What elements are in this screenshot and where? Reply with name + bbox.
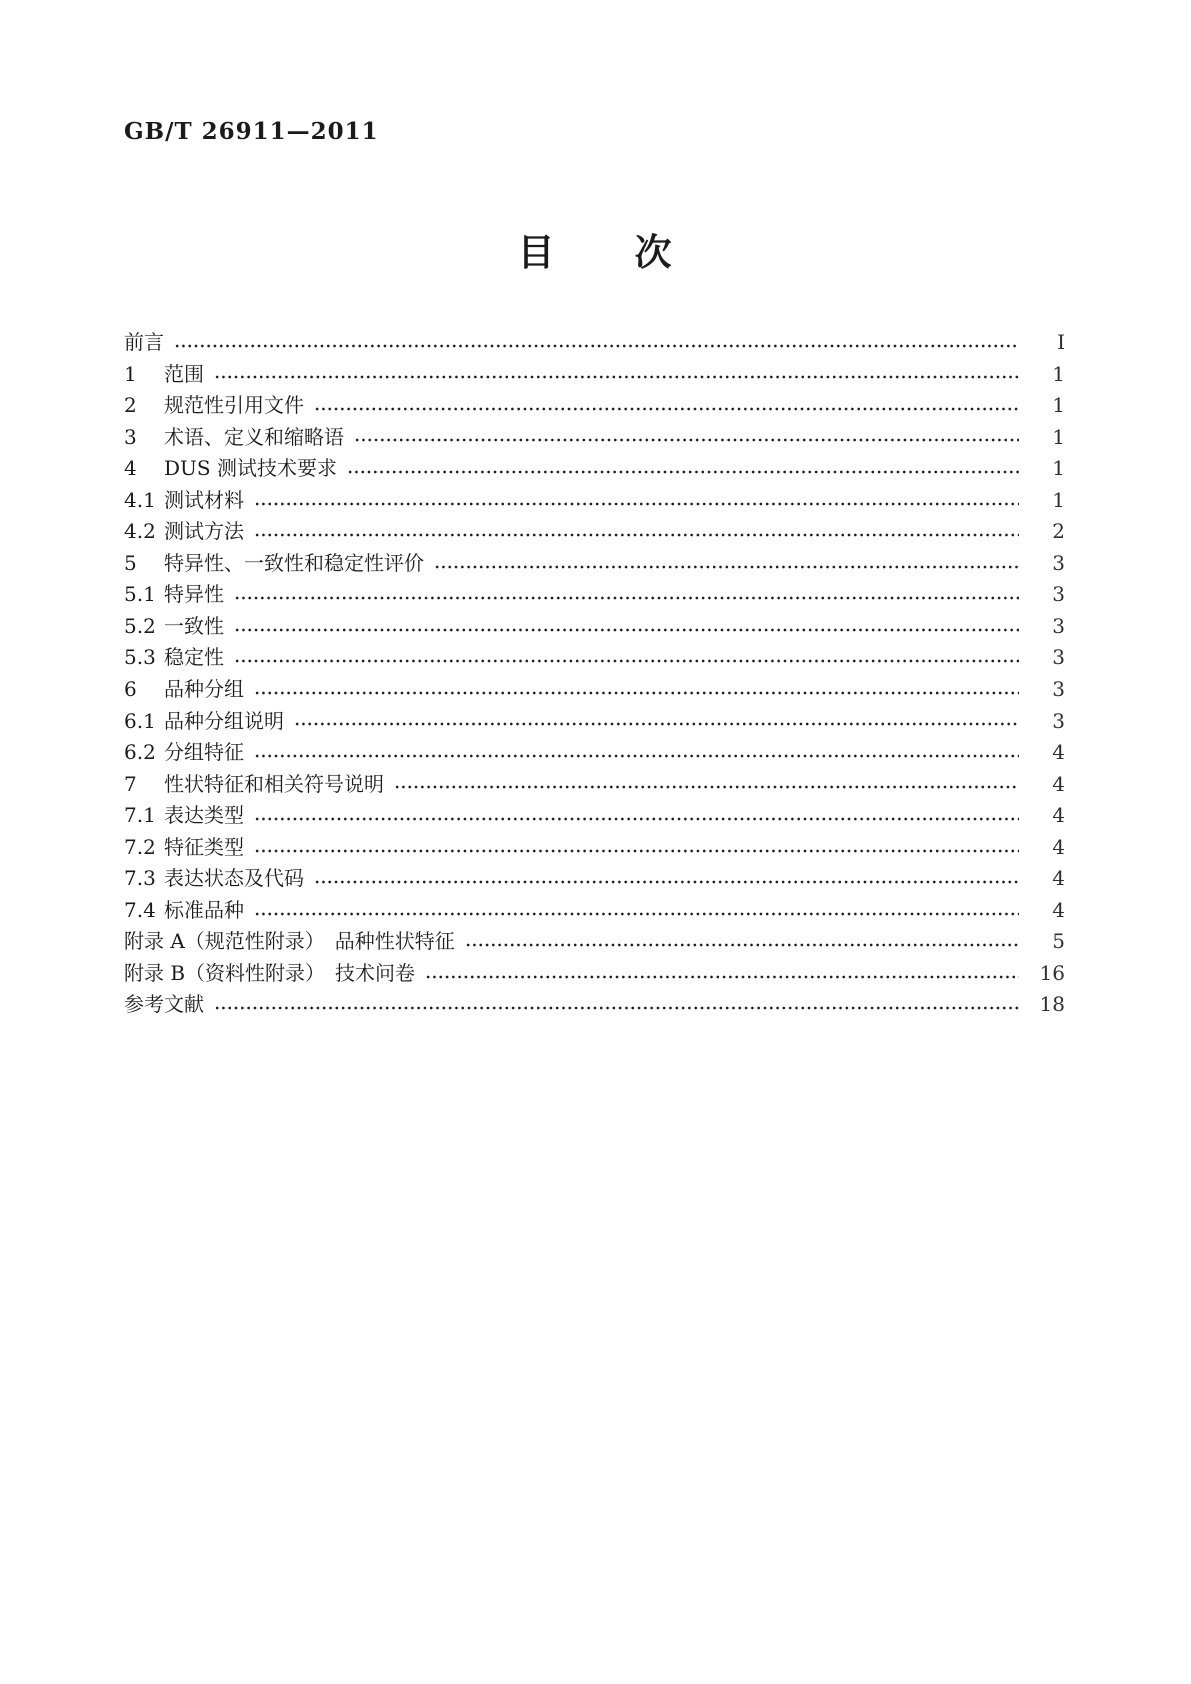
toc-entry-page: 3 [1052,708,1065,733]
toc-entry-number: 5 [124,550,137,575]
toc-entry-label: 分组特征 [164,740,244,765]
toc-entry-page: 1 [1052,361,1065,386]
toc-entry [124,863,1065,895]
toc-dot-leader [254,832,1019,864]
toc-entry-page: Ⅰ [1057,330,1065,354]
toc-entry-page: 4 [1052,834,1065,859]
toc-dot-leader [254,800,1019,832]
toc-entry-number: 4.1 [124,487,156,512]
toc-entry-number: 6.1 [124,708,156,733]
toc-entry [124,958,1065,990]
toc-entry-page: 1 [1052,487,1065,512]
toc-dot-leader [254,895,1019,927]
toc-entry-label: 一致性 [164,613,224,638]
toc-entry-number: 6 [124,677,137,702]
toc-entry-label: 标准品种 [164,897,244,922]
toc-entry-label: 测试材料 [164,487,244,512]
toc-entry-label: 测试方法 [164,519,244,544]
toc-entry-page: 3 [1052,613,1065,638]
toc-entry-number: 7.2 [124,834,156,859]
toc-entry [124,516,1065,548]
toc-dot-leader [354,422,1019,454]
toc-entry-label: 稳定性 [164,645,224,670]
toc-entry-number: 7 [124,771,137,796]
toc-entry-number: 7.4 [124,897,156,922]
toc-entry-page: 1 [1052,456,1065,481]
toc-entry [124,706,1065,738]
toc-dot-leader [214,989,1019,1021]
toc-entry-number: 6.2 [124,740,156,765]
toc-dot-leader [314,390,1019,422]
toc-entry [124,800,1065,832]
toc-entry-label: 参考文献 [124,992,204,1017]
toc-dot-leader [234,642,1019,674]
toc-entry [124,390,1065,422]
toc-entry-number: 4 [124,456,137,481]
toc-entry-label: 附录 B（资料性附录） 技术问卷 [124,960,416,985]
toc-dot-leader [234,611,1019,643]
toc-entry-label: 规范性引用文件 [164,393,304,418]
toc-dot-leader [314,863,1019,895]
toc-entry-number: 1 [124,361,137,386]
toc-entry-label: 术语、定义和缩略语 [164,424,344,449]
page-title: 目 次 [517,231,674,274]
toc-entry [124,327,1065,359]
toc-entry [124,895,1065,927]
toc-entry [124,422,1065,454]
toc-entry-label: 表达状态及代码 [164,866,304,891]
toc-entry-page: 3 [1052,550,1065,575]
toc-dot-leader [254,674,1019,706]
toc-entry [124,579,1065,611]
toc-entry [124,737,1065,769]
toc-entry [124,453,1065,485]
toc-entry [124,548,1065,580]
toc-entry-page: 4 [1052,771,1065,796]
toc-dot-leader [465,926,1019,958]
toc-entry-page: 1 [1052,393,1065,418]
toc-entry-page: 3 [1052,645,1065,670]
toc-entry-label: 品种分组 [164,677,244,702]
toc-entry-number: 2 [124,393,137,418]
toc-dot-leader [254,485,1019,517]
toc-entry-label: 特征类型 [164,834,244,859]
toc-dot-leader [425,958,1019,990]
toc-dot-leader [254,516,1019,548]
toc-entry-label: 前言 [124,330,164,354]
toc-entry-label: 性状特征和相关符号说明 [164,771,384,796]
standard-number: GB/T 26911—2011 [124,118,379,145]
toc-dot-leader [294,706,1019,738]
toc-entry-label: 特异性、一致性和稳定性评价 [164,550,424,575]
toc-entry-page: 2 [1052,519,1065,544]
toc-entry [124,485,1065,517]
toc-entry [124,674,1065,706]
toc-entry-number: 7.3 [124,866,156,891]
table-of-contents [124,327,1065,1021]
toc-entry-label: DUS 测试技术要求 [164,456,337,481]
toc-entry-label: 范围 [164,361,204,386]
toc-entry-page: 4 [1052,897,1065,922]
toc-dot-leader [234,579,1019,611]
toc-entry-page: 4 [1052,740,1065,765]
toc-entry [124,832,1065,864]
toc-entry [124,611,1065,643]
toc-dot-leader [434,548,1019,580]
toc-dot-leader [214,359,1019,391]
toc-entry-page: 1 [1052,424,1065,449]
toc-entry-number: 7.1 [124,803,156,828]
toc-entry-page: 3 [1052,582,1065,607]
toc-entry-number: 3 [124,424,137,449]
toc-entry-page: 5 [1052,929,1065,954]
toc-entry-number: 4.2 [124,519,156,544]
toc-entry-number: 5.3 [124,645,156,670]
toc-dot-leader [347,453,1019,485]
toc-entry-label: 特异性 [164,582,224,607]
toc-entry-label: 品种分组说明 [164,708,284,733]
toc-entry [124,642,1065,674]
toc-entry-page: 16 [1039,960,1065,985]
toc-entry-number: 5.1 [124,582,156,607]
toc-dot-leader [394,769,1019,801]
toc-dot-leader [174,327,1019,359]
toc-entry-number: 5.2 [124,613,156,638]
toc-entry-page: 4 [1052,866,1065,891]
toc-entry-page: 4 [1052,803,1065,828]
toc-entry [124,359,1065,391]
toc-dot-leader [254,737,1019,769]
toc-entry-label: 附录 A（规范性附录） 品种性状特征 [124,929,455,954]
toc-entry-page: 18 [1039,992,1065,1017]
toc-entry [124,769,1065,801]
toc-entry [124,926,1065,958]
toc-entry-label: 表达类型 [164,803,244,828]
toc-entry-page: 3 [1052,677,1065,702]
toc-entry [124,989,1065,1021]
